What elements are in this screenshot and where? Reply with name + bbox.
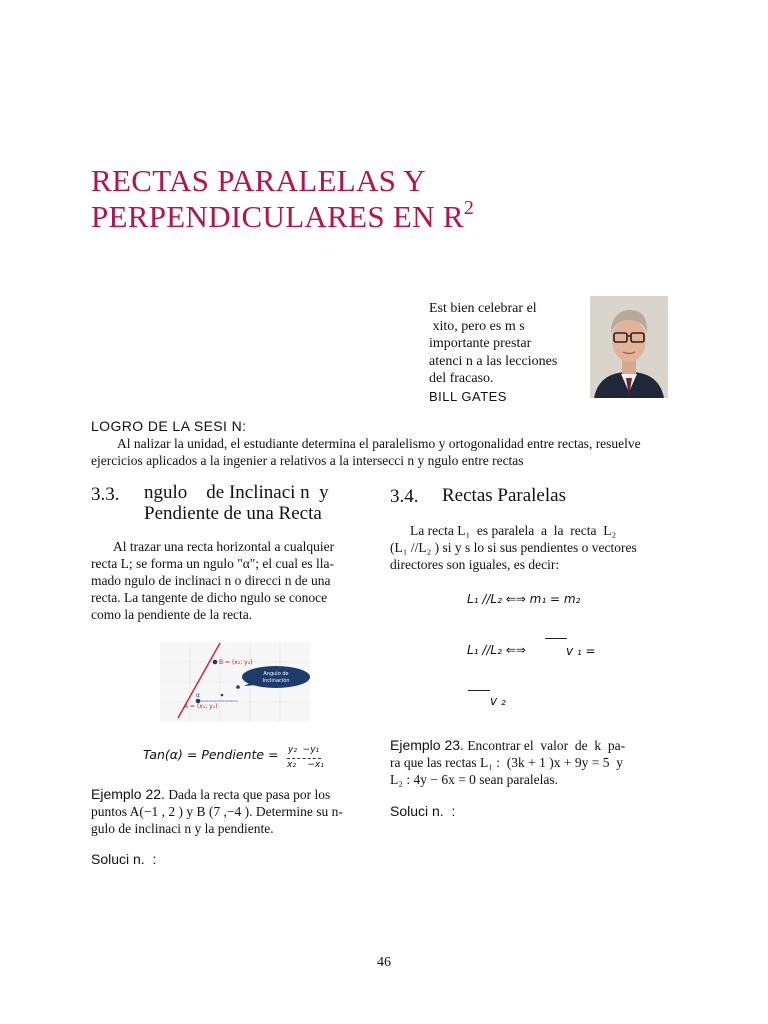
- point-a-label: A = (x₁; y₁): [184, 703, 218, 710]
- example-22-label: Ejemplo 22.: [91, 786, 165, 802]
- formula-bar: [287, 758, 321, 759]
- para-line: recta. La tangente de dicho ngulo se conoce: [91, 590, 328, 605]
- quote-author: BILL GATES: [429, 388, 507, 404]
- parallel-slope-equation: L₁ //L₂ ⇐⇒ m₁ = m₂: [467, 592, 581, 606]
- slope-formula: [143, 747, 279, 762]
- quote-block: [429, 300, 579, 405]
- vector-bar-2: [468, 690, 490, 691]
- example-line: puntos A(−1 , 2 ) y B (7 ,−4 ). Determine su n-: [91, 804, 343, 819]
- formula-left: Tan(α) = Pendiente =: [143, 747, 279, 762]
- section-3-3-paragraph: [91, 538, 378, 623]
- section-3-4-paragraph: [390, 522, 677, 573]
- quote-line: Est bien celebrar el: [429, 301, 537, 316]
- page-number: 46: [377, 955, 391, 970]
- quote-line: xito, pero es m s: [429, 318, 525, 334]
- example-line: gulo de inclinaci n y la pendiente.: [91, 821, 274, 836]
- inclination-figure: [160, 642, 310, 722]
- section-3-3-number: 3.3.: [91, 484, 120, 505]
- title-line-1: RECTAS PARALELAS Y: [91, 163, 426, 198]
- title-superscript: 2: [463, 197, 475, 219]
- logro-heading: LOGRO DE LA SESI N:: [91, 418, 247, 434]
- example-23-label: Ejemplo 23.: [390, 737, 464, 753]
- example-22: [91, 786, 378, 837]
- solution-22-label: Soluci n. :: [91, 851, 157, 867]
- page-title: [91, 163, 691, 235]
- example-line: Dada la recta que pasa por los: [164, 787, 331, 802]
- example-line: ra que las rectas L₁ : (3k + 1 )x + 9y = 5 y: [390, 755, 623, 770]
- para-line: (L₁ //L₂ ) si y s lo si sus pendientes o vectores: [390, 540, 637, 555]
- vector-v2: v ₂: [490, 694, 506, 708]
- section-3-4-title: Rectas Paralelas: [442, 485, 566, 506]
- para-line: como la pendiente de la recta.: [91, 607, 253, 622]
- logro-text: Al nalizar la unidad, el estudiante determina el paralelismo y ortogonalidad entre rectas, resuelve ejercicios aplicados a la ingenier a relativos a la intersecci n y ngulo entre rectas: [91, 436, 641, 468]
- formula-numerator: y₂ −y₁: [288, 745, 320, 755]
- para-line: recta L; se forma un ngulo "α"; el cual es lla-: [91, 556, 335, 571]
- quote-line: atenci n a las lecciones: [429, 353, 558, 369]
- author-photo: [590, 296, 668, 398]
- para-line: La recta L₁ es paralela a la recta L₂: [410, 523, 617, 538]
- para-line: Al trazar una recta horizontal a cualquier: [113, 539, 335, 554]
- parallel-vector-equation: L₁ //L₂ ⇐⇒: [467, 643, 526, 657]
- para-line: directores son iguales, es decir:: [390, 557, 560, 572]
- alpha-label: α: [196, 692, 200, 699]
- bubble-line-1: Angulo de: [263, 671, 289, 677]
- vector-v1: v ₁ =: [566, 644, 596, 658]
- formula-denominator: x₂ −x₁: [287, 760, 324, 770]
- section-3-3-title-line-1: ngulo de Inclinaci n y: [144, 482, 329, 503]
- point-b-label: B = (x₂; y₂): [219, 659, 253, 666]
- solution-23-label: Soluci n. :: [390, 803, 456, 819]
- section-3-3-title-line-2: Pendiente de una Recta: [144, 503, 322, 524]
- example-line: Encontrar el valor de k pa-: [463, 738, 626, 753]
- title-line-2: PERPENDICULARES EN $R^2$: [91, 197, 475, 234]
- bubble-line-2: Inclinación: [262, 678, 290, 684]
- quote-line: del fracaso.: [429, 371, 494, 386]
- para-line: mado ngulo de inclinaci n o direcci n de una: [91, 573, 331, 588]
- quote-line: importante prestar: [429, 336, 532, 351]
- example-23: [390, 737, 677, 788]
- vector-bar-1: [545, 638, 567, 639]
- example-line: L₂ : 4y − 6x = 0 sean paralelas.: [390, 772, 559, 787]
- section-3-4-number: 3.4.: [390, 486, 419, 507]
